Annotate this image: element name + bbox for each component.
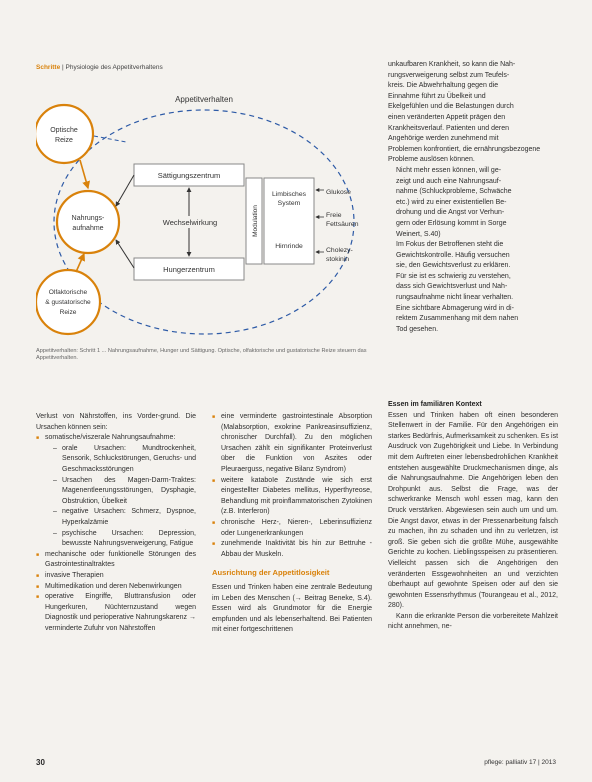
label-glukose: Glukose bbox=[326, 189, 351, 196]
section-header: Schritte | Physiologie des Appetitverhaltens bbox=[36, 64, 163, 71]
list-subitem: – psychische Ursachen: Depression, bewusste Nahrungsverweigerung, Fatigue bbox=[53, 529, 196, 550]
svg-text:Sättigungszentrum: Sättigungszentrum bbox=[157, 171, 221, 180]
circle-nahrungsaufnahme bbox=[57, 191, 119, 253]
svg-text:Nahrungs-: Nahrungs- bbox=[71, 215, 105, 222]
section-heading: Essen im familiären Kontext bbox=[388, 401, 482, 408]
list-item: ■ operative Eingriffe, Bluttransfusion oder Hungerkuren, Nüchternzustand wegen Diagnostik und perioperative Nahrungskarenz → verminderte Zufuhr von Nährstoffen bbox=[36, 592, 196, 634]
svg-text:stokinin: stokinin bbox=[326, 256, 350, 263]
svg-text:Optische: Optische bbox=[50, 127, 78, 134]
svg-text:Hungerzentrum: Hungerzentrum bbox=[163, 265, 215, 274]
svg-text:Modulation: Modulation bbox=[252, 205, 259, 237]
mid-paragraph: Essen und Trinken haben eine zentrale Bedeutung im Leben des Menschen (→ Beitrag Beneke, S.4). Essen wird als Grundmotor für die Energie empfunden und als lebenserhaltend. Bei Patienten mit einer fortgeschrittenen bbox=[212, 583, 372, 634]
section-heading: Ausrichtung der Appetitlosigkeit bbox=[212, 568, 330, 578]
right-paragraph-2: Kann die erkrankte Person die vorbereitete Mahlzeit nicht annehmen, ne- bbox=[388, 612, 558, 631]
list-item: ■ Multimedikation und deren Nebenwirkungen bbox=[36, 582, 196, 593]
right-top-para: unkaufbaren Krankheit, so kann die Nah- rungsverweigerung selbst zum Teufels- kreis. Die Abwehrhaltung gegen die Einnahme führt zu Übelkeit und Ekelgefühlen und die Belastungen durch einen veränderten Appetit prägen den Krankheitsverlauf. Patienten und deren Angehörige werden zunehmend mit Problemen konfrontiert, die ernährungsbezogene Probleme auslösen können. bbox=[388, 61, 541, 164]
diagram-caption: Appetitverhalten: Schritt 1 ... Nahrungsaufnahme, Hunger und Sättigung. Optische, olfaktorische und gustatorische Reize steuern das Appetitverhalten. bbox=[36, 348, 367, 361]
list-subitem: – Ursachen des Magen-Darm-Traktes: Magenentleerungsstörungen, Dysphagie, Obstruktion, Übelkeit bbox=[53, 476, 196, 508]
list-item: ■ somatische/viszerale Nahrungsaufnahme: – orale Ursachen: Mundtrockenheit, Sensorik, Schluckstörungen, Geruchs- und Geschmacksstörungen – Ursachen des Magen-Darm-Traktes: Magenentleerungsstörungen, Dysphagie, Obstruktion, Übelkeit – negative Ursachen: Schmerz, Dyspnoe, Hyperkalzämie – psychische Ursachen: Depression, bewusste Nahrungsverweigerung, Fatigue bbox=[36, 433, 196, 550]
list-item: ■ zunehmende Inaktivität bis hin zur Bettruhe - Abbau der Muskeln. bbox=[212, 539, 372, 560]
svg-text:Wechselwirkung: Wechselwirkung bbox=[162, 218, 218, 227]
circle-optische bbox=[36, 105, 93, 163]
list-subitem: – orale Ursachen: Mundtrockenheit, Sensorik, Schluckstörungen, Geruchs- und Geschmacksstörungen bbox=[53, 444, 196, 476]
label-appetit: Appetitverhalten bbox=[175, 95, 233, 104]
list-item: ■ eine verminderte gastrointestinale Absorption (Malabsorption, exokrine Pankreasinsuffizienz, chronischer Durchfall). Zu den möglichen Ursachen zählt ein signifikanter Proteinverlust über die Funktion von Aszites oder Pleuraerguss, negative Bilanz Syndrom) bbox=[212, 412, 372, 476]
section-mark: Schritte bbox=[36, 64, 61, 71]
svg-text:Reize: Reize bbox=[55, 137, 73, 144]
svg-text:Cholezy-: Cholezy- bbox=[326, 247, 353, 254]
cause-list bbox=[36, 433, 196, 634]
list-item: ■ invasive Therapien bbox=[36, 571, 196, 582]
cause-list-continued bbox=[212, 412, 372, 560]
left-intro: Verlust von Nährstoffen, ins Vorder-grund. Die Ursachen können sein: bbox=[36, 413, 196, 431]
svg-text:System: System bbox=[277, 200, 301, 207]
right-column-top bbox=[388, 60, 558, 335]
svg-text:Fettsäuren: Fettsäuren bbox=[326, 221, 359, 228]
svg-text:Limbisches: Limbisches bbox=[272, 191, 306, 198]
svg-text:Olfaktorische: Olfaktorische bbox=[48, 289, 88, 296]
right-top-para-2: Nicht mehr essen können, will ge- zeigt und auch eine Nahrungsauf- nahme (Schluckprobleme, Schwäche etc.) wird zu einer existentiellen Be- drohung und die Angst vor Verhun- gern oder Erlösung kommt in Sorge Weinert, S.40) bbox=[396, 166, 512, 238]
svg-text:Freie: Freie bbox=[326, 212, 342, 219]
page-number: 30 bbox=[36, 758, 45, 767]
middle-column bbox=[212, 412, 372, 636]
list-item: ■ mechanische oder funktionelle Störungen des Gastrointestinaltraktes bbox=[36, 550, 196, 571]
list-item: ■ chronische Herz-, Nieren-, Leberinsuffizienz oder Lungenerkrankungen bbox=[212, 518, 372, 539]
right-column-bottom bbox=[388, 398, 558, 633]
list-subitem: – negative Ursachen: Schmerz, Dyspnoe, Hyperkalzämie bbox=[53, 507, 196, 528]
list-item: ■ weitere kataboIe Zustände wie sich erst eingestellter Diabetes mellitus, Hyperthyreose, Behandlung mit proinflammatorischen Zytokinen (z.B. Interferon) bbox=[212, 476, 372, 518]
right-top-para-3: Im Fokus der Betroffenen steht die Gewichtskontrolle. Häufig versuchen sie, den Gewichtsverlust zu erklären. Für sie ist es schwierig zu verstehen, dass sich Gewichtsverlust und Nah- rungsaufnahme nicht linear verhalten. Eine sichtbare Abmagerung wird in di- rektem Zusammenhang mit dem nahen Tod gesehen. bbox=[396, 241, 519, 333]
section-title: Physiologie des Appetitverhaltens bbox=[65, 64, 163, 71]
right-paragraph: Essen und Trinken haben oft einen besonderen Stellenwert in der Familie. Für den Angehörigen ein starkes Bedürfnis, Aufmerksamkeit zu schenken. Es ist Ausdruck von Zugehörigkeit und Liebe. In Verbindung mit dem Auftreten einer lebensbedrohlichen Krankheit entstehen ausgewählte Druckmechanismen dinge, als die Nahrungsaufnahme. Die Angehörigen leben den Drohpunkt aus. Selbst die Frage, was der schwerkranke Mensch wohl essen mag, kann den Druck verstärken. Abgewiesen sein auch um und um. Die Angst davor, etwas in der Pressenarbeitung falsch zu machen, ihn zu schaden und ihn zu verletzen, ist groß. Sie geben sich die größte Mühe, ausgewählte Gerichte zu kochen. Lieblingsspeisen zu präsentieren. Vielleicht passen sich die Angehörigen den veränderten Essgewohnheiten an und verzichten überhaupt auf gewohnte Speisen oder auf den sie gewohnten Essensrhythmus (Tourangeau et al., 2012, 280). bbox=[388, 411, 559, 610]
journal-name: pflege: palliativ 17 | 2013 bbox=[484, 759, 556, 766]
left-column bbox=[36, 412, 196, 634]
svg-text:& gustatorische: & gustatorische bbox=[45, 299, 91, 306]
svg-text:Reize: Reize bbox=[59, 309, 77, 316]
svg-text:aufnahme: aufnahme bbox=[72, 225, 104, 232]
svg-text:Hirnrinde: Hirnrinde bbox=[275, 243, 303, 250]
appetite-diagram bbox=[36, 82, 376, 344]
